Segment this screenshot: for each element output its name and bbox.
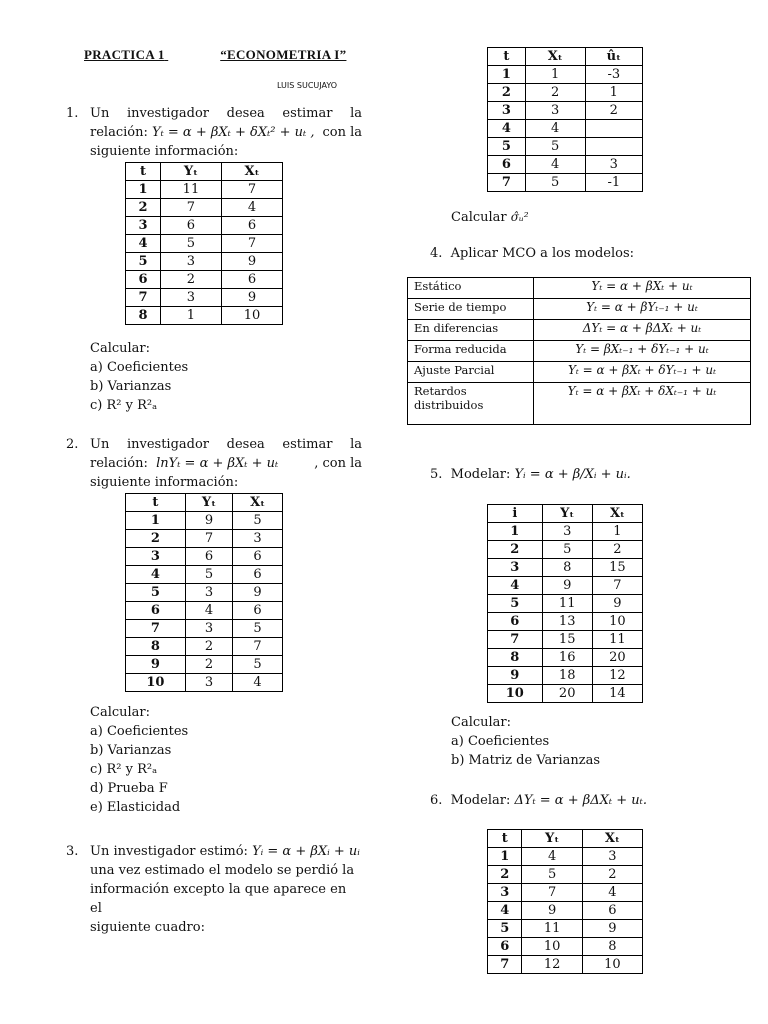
table-row [488,902,643,920]
q4-models-table [407,277,751,425]
column-header: t [126,494,186,512]
q2-item-a: a) Coeficientes [90,724,189,739]
table-row [126,199,283,217]
table-cell: 5 [185,566,232,584]
q4-number: 4. [430,246,443,261]
table-cell: 9 [542,577,592,595]
column-header: Yₜ [522,830,582,848]
q3-formula: Yᵢ = α + βXᵢ + uᵢ [252,844,360,859]
table-cell: -1 [585,174,642,192]
table-cell: 3 [585,156,642,174]
column-header: t [488,48,526,66]
table-cell: 7 [126,289,161,307]
table-cell: 13 [542,613,592,631]
table-row [488,667,643,685]
column-header: t [126,163,161,181]
sigma-hat-symbol: σ̂ᵤ² [510,210,529,224]
q2-number: 2. [66,437,79,452]
q3-calc-label: Calcular [451,210,507,225]
table-cell: 5 [488,920,522,938]
table-row [488,174,643,192]
column-header: Yₜ [160,163,221,181]
model-label: Forma reducida [408,341,534,362]
table-cell: 10 [592,613,642,631]
table-cell: 16 [542,649,592,667]
table-cell: 5 [488,138,526,156]
table-cell: 5 [233,656,283,674]
table-cell: 3 [160,253,221,271]
table-cell: 5 [233,620,283,638]
q2-calc [90,703,188,817]
model-row [408,299,751,320]
table-cell: 10 [221,307,282,325]
table-cell: 3 [160,289,221,307]
table-cell: 2 [488,866,522,884]
table-cell: 11 [160,181,221,199]
table-cell: 4 [221,199,282,217]
table-cell: 1 [592,523,642,541]
author-name: LUIS SUCUJAYO [277,81,338,90]
q3-line4: siguiente cuadro: [90,920,205,935]
table-cell: 8 [488,649,543,667]
table-row [126,674,283,692]
table-header-row [488,505,643,523]
table-cell: 18 [542,667,592,685]
table-row [488,523,643,541]
q3-line3: información excepto la que aparece en el [90,882,347,916]
table-cell: 12 [522,956,582,974]
table-cell: 8 [542,559,592,577]
q5-item-b: b) Matriz de Varianzas [451,753,601,768]
table-cell: 3 [488,102,526,120]
model-label: Ajuste Parcial [408,362,534,383]
table-row [488,577,643,595]
table-cell: 6 [221,217,282,235]
table-row [488,559,643,577]
question-5 [430,465,631,484]
table-row [488,956,643,974]
table-header-row [488,830,643,848]
q5-formula: Yᵢ = α + β/Xᵢ + uᵢ. [514,467,631,482]
q5-text: Modelar: [450,467,511,482]
q3-number: 3. [66,844,79,859]
table-cell: 4 [126,566,186,584]
table-cell: 2 [126,199,161,217]
table-cell: 7 [221,235,282,253]
table-cell: 2 [585,102,642,120]
table-cell: 9 [221,253,282,271]
table-cell: 1 [488,848,522,866]
table-cell: 9 [582,920,642,938]
table-cell: 4 [488,577,543,595]
table-cell: 9 [522,902,582,920]
table-row [126,656,283,674]
q3-calc [451,208,529,227]
table-row [126,566,283,584]
table-cell: 7 [488,956,522,974]
q6-number: 6. [430,793,443,808]
q6-data-table [487,829,643,974]
q2-item-c: c) R² y R²ₐ [90,762,158,777]
table-cell [585,120,642,138]
table-cell: 9 [233,584,283,602]
table-row [488,848,643,866]
q1-item-a: a) Coeficientes [90,360,189,375]
table-cell: 4 [126,235,161,253]
table-cell: 6 [233,548,283,566]
table-cell: 9 [126,656,186,674]
table-cell: 7 [221,181,282,199]
q3-line2: una vez estimado el modelo se perdió la [90,863,355,878]
table-cell: 1 [488,523,543,541]
column-header: Yₜ [542,505,592,523]
table-cell: 1 [488,66,526,84]
table-cell: 2 [488,84,526,102]
table-cell: 4 [522,848,582,866]
table-cell: 4 [488,902,522,920]
table-row [488,541,643,559]
table-row [126,181,283,199]
table-cell: 4 [525,156,585,174]
table-cell: 7 [522,884,582,902]
table-row [488,120,643,138]
table-row [488,613,643,631]
table-cell: 4 [525,120,585,138]
table-cell: 9 [185,512,232,530]
table-cell: 2 [592,541,642,559]
question-4 [430,244,634,263]
table-row [126,271,283,289]
practice-number: PRACTICA 1 [84,47,165,62]
model-equation: Yₜ = α + βXₜ + δYₜ₋₁ + uₜ [534,362,751,383]
q6-formula: ΔYₜ = α + βΔXₜ + uₜ. [514,793,647,808]
table-cell [585,138,642,156]
table-cell: 6 [221,271,282,289]
table-cell: 5 [522,866,582,884]
q2-item-d: d) Prueba F [90,781,168,796]
table-cell: 5 [488,595,543,613]
table-cell: 9 [488,667,543,685]
model-row [408,320,751,341]
table-cell: 6 [185,548,232,566]
table-cell: 7 [185,530,232,548]
table-row [488,138,643,156]
table-row [488,595,643,613]
q4-text: Aplicar MCO a los modelos: [450,246,634,261]
table-cell: 3 [185,584,232,602]
table-cell: 3 [582,848,642,866]
table-cell: 15 [592,559,642,577]
q1-item-b: b) Varianzas [90,379,172,394]
model-equation: ΔYₜ = α + βΔXₜ + uₜ [534,320,751,341]
model-row [408,341,751,362]
table-row [488,102,643,120]
table-cell: 5 [233,512,283,530]
q5-calc-label: Calcular: [451,715,512,730]
table-row [488,649,643,667]
table-row [126,548,283,566]
table-header-row [126,494,283,512]
table-cell: 5 [525,174,585,192]
table-cell: 1 [585,84,642,102]
table-cell: 8 [126,638,186,656]
table-row [126,512,283,530]
practice-title [84,47,346,63]
column-header: Xₜ [233,494,283,512]
table-row [126,638,283,656]
q2-line1: Un investigador desea estimar la [90,437,362,452]
column-header: ûₜ [585,48,642,66]
table-cell: 2 [525,84,585,102]
table-cell: 3 [525,102,585,120]
q1-line3: siguiente información: [90,144,239,159]
table-cell: 6 [126,271,161,289]
table-cell: 2 [185,656,232,674]
table-cell: 8 [126,307,161,325]
table-cell: 1 [126,512,186,530]
model-label: Estático [408,278,534,299]
q2-formula: lnYₜ = α + βXₜ + uₜ [156,456,279,471]
model-row [408,383,751,425]
table-cell: 2 [582,866,642,884]
table-cell: 1 [160,307,221,325]
table-row [488,920,643,938]
column-header: Xₜ [221,163,282,181]
table-cell: 11 [542,595,592,613]
table-cell: 10 [126,674,186,692]
q2-data-table [125,493,283,692]
q1-calc-label: Calcular: [90,341,151,356]
table-cell: 3 [126,548,186,566]
q3-data-table [487,47,643,192]
model-equation: Yₜ = α + βXₜ + δXₜ₋₁ + uₜ [534,383,751,425]
table-cell: 11 [592,631,642,649]
table-row [126,253,283,271]
q5-calc [451,713,600,770]
table-cell: 6 [233,602,283,620]
table-row [488,84,643,102]
table-cell: 3 [126,217,161,235]
table-cell: 7 [160,199,221,217]
q5-data-table [487,504,643,703]
question-1 [66,104,362,161]
table-cell: 5 [525,138,585,156]
table-cell: 2 [160,271,221,289]
table-row [126,217,283,235]
q3-line1: Un investigador estimó: [90,844,248,859]
table-cell: 6 [488,938,522,956]
q1-calc [90,339,188,415]
table-cell: 5 [126,584,186,602]
table-cell: 5 [542,541,592,559]
model-equation: Yₜ = α + βYₜ₋₁ + uₜ [534,299,751,320]
table-row [488,884,643,902]
table-cell: 14 [592,685,642,703]
q1-data-table [125,162,283,325]
table-cell: 3 [185,620,232,638]
question-2 [66,435,362,492]
table-cell: -3 [585,66,642,84]
question-3 [66,842,362,937]
table-cell: 3 [233,530,283,548]
table-cell: 3 [488,559,543,577]
q1-item-c: c) R² y R²ₐ [90,398,158,413]
table-cell: 1 [525,66,585,84]
column-header: Xₜ [592,505,642,523]
table-cell: 2 [126,530,186,548]
table-cell: 4 [488,120,526,138]
column-header: t [488,830,522,848]
q1-line1: Un investigador desea estimar la [90,106,362,121]
table-cell: 20 [542,685,592,703]
table-cell: 8 [582,938,642,956]
table-cell: 2 [185,638,232,656]
table-cell: 10 [488,685,543,703]
table-header-row [488,48,643,66]
table-cell: 3 [185,674,232,692]
column-header: Xₜ [582,830,642,848]
q5-number: 5. [430,467,443,482]
model-row [408,362,751,383]
table-cell: 7 [592,577,642,595]
table-cell: 6 [126,602,186,620]
q1-formula: Yₜ = α + βXₜ + δXₜ² + uₜ , [151,125,315,140]
model-row [408,278,751,299]
model-label: En diferencias [408,320,534,341]
model-equation: Yₜ = α + βXₜ + uₜ [534,278,751,299]
table-cell: 9 [221,289,282,307]
column-header: Xₜ [525,48,585,66]
table-row [126,235,283,253]
table-cell: 5 [126,253,161,271]
table-cell: 3 [542,523,592,541]
table-row [488,66,643,84]
table-cell: 7 [488,174,526,192]
table-cell: 12 [592,667,642,685]
table-cell: 9 [592,595,642,613]
q1-relation: relación: Yₜ = α + βXₜ + δXₜ² + uₜ , con la [90,125,362,140]
column-header: Yₜ [185,494,232,512]
table-row [126,602,283,620]
table-cell: 1 [126,181,161,199]
table-cell: 15 [542,631,592,649]
table-cell: 6 [160,217,221,235]
table-header-row [126,163,283,181]
table-cell: 10 [582,956,642,974]
table-cell: 7 [233,638,283,656]
model-label: Retardos distribuidos [408,383,534,425]
table-row [126,307,283,325]
table-cell: 20 [592,649,642,667]
table-cell: 11 [522,920,582,938]
table-cell: 6 [488,156,526,174]
table-cell: 6 [488,613,543,631]
q6-text: Modelar: [450,793,511,808]
table-row [488,685,643,703]
table-cell: 2 [488,541,543,559]
table-row [126,530,283,548]
table-cell: 4 [185,602,232,620]
table-cell: 4 [233,674,283,692]
table-cell: 3 [488,884,522,902]
table-row [126,584,283,602]
table-cell: 10 [522,938,582,956]
model-equation: Yₜ = βXₜ₋₁ + δYₜ₋₁ + uₜ [534,341,751,362]
course-name: “ECONOMETRIA I” [220,47,347,62]
table-cell: 7 [488,631,543,649]
q2-item-e: e) Elasticidad [90,800,181,815]
q2-line3: siguiente información: [90,475,239,490]
table-cell: 7 [126,620,186,638]
table-cell: 6 [233,566,283,584]
table-cell: 5 [160,235,221,253]
table-cell: 6 [582,902,642,920]
q2-item-b: b) Varianzas [90,743,172,758]
table-cell: 4 [582,884,642,902]
table-row [488,938,643,956]
question-6 [430,791,647,810]
table-row [488,631,643,649]
table-row [126,620,283,638]
column-header: i [488,505,543,523]
table-row [488,156,643,174]
q2-calc-label: Calcular: [90,705,151,720]
model-label: Serie de tiempo [408,299,534,320]
table-row [126,289,283,307]
table-row [488,866,643,884]
q2-relation: relación: lnYₜ = α + βXₜ + uₜ , con la [90,456,362,471]
q5-item-a: a) Coeficientes [451,734,550,749]
q1-number: 1. [66,106,79,121]
